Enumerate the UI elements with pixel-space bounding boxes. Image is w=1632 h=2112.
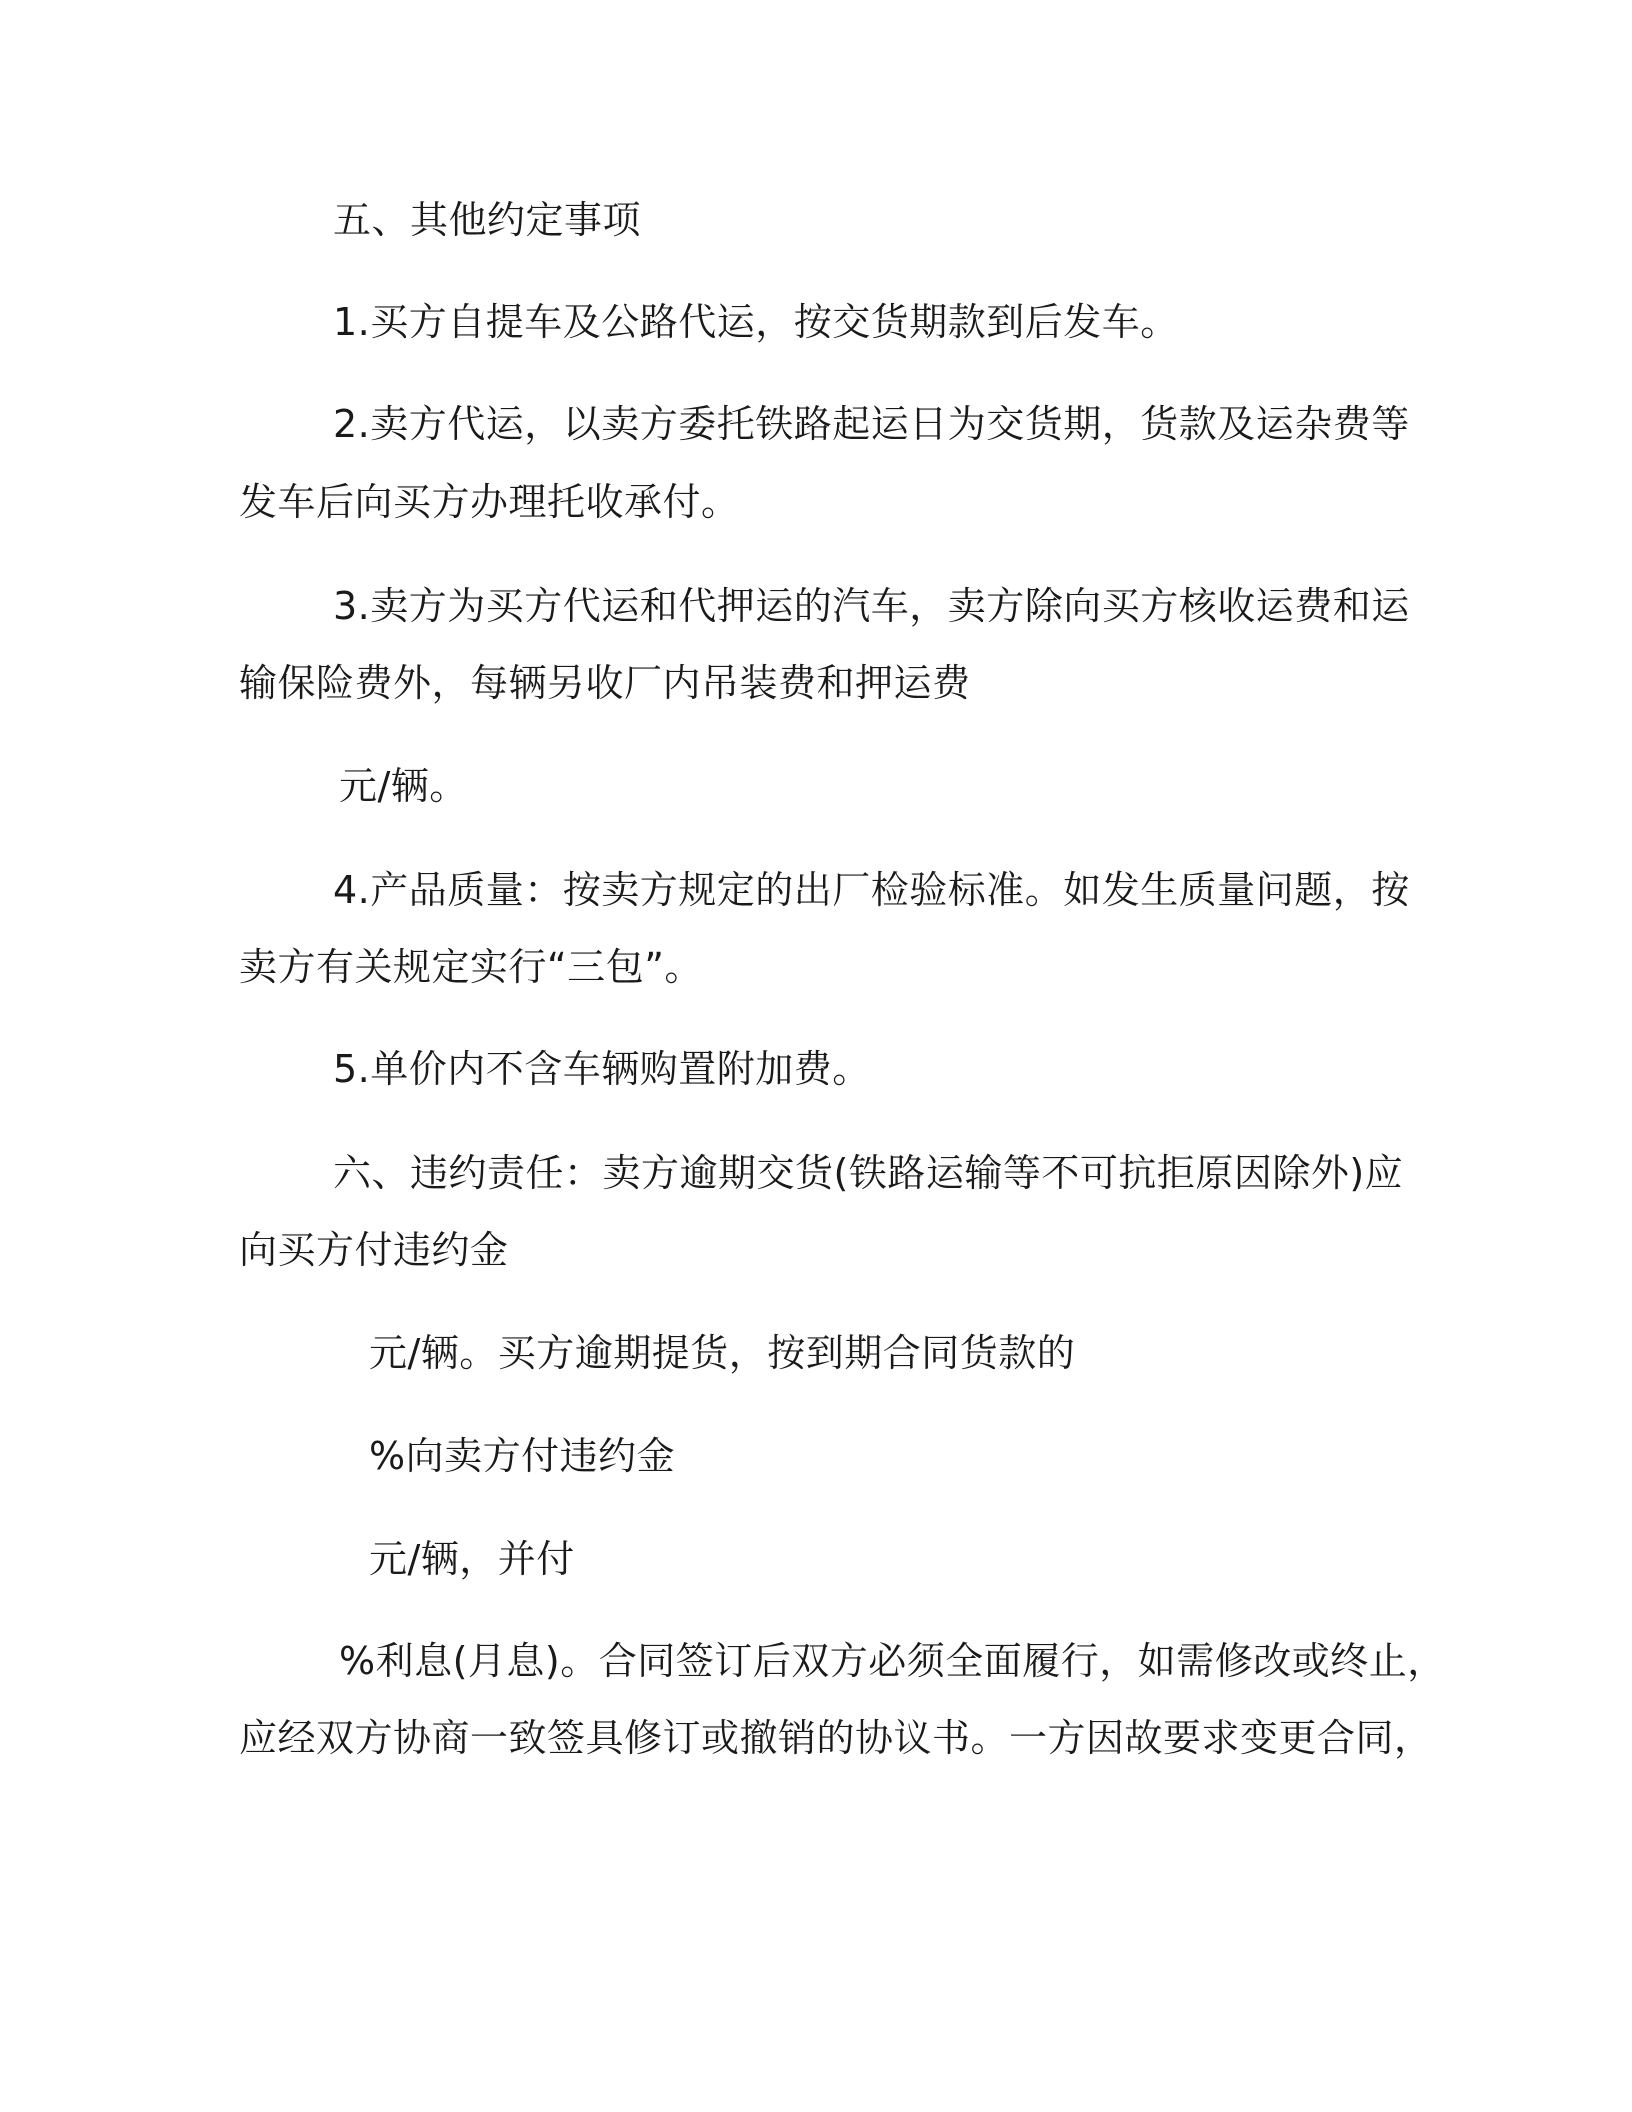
section-6-line-4: %向卖方付违约金	[369, 1434, 676, 1478]
item-4-line-1: 4.产品质量：按卖方规定的出厂检验标准。如发生质量问题，按	[333, 868, 1410, 912]
section-6-line-1: 六、违约责任：卖方逾期交货(铁路运输等不可抗拒原因除外)应	[333, 1151, 1404, 1195]
item-3-line-1: 3.卖方为买方代运和代押运的汽车，卖方除向买方核收运费和运	[333, 584, 1410, 628]
section-6-line-2: 向买方付违约金	[239, 1228, 509, 1272]
item-3-line-3: 元/辆。	[339, 764, 468, 808]
item-5: 5.单价内不含车辆购置附加费。	[333, 1047, 871, 1091]
section-6-line-3: 元/辆。买方逾期提货，按到期合同货款的	[369, 1331, 1076, 1375]
section-5-heading: 五、其他约定事项	[333, 198, 642, 242]
section-6-line-7: 应经双方协商一致签具修订或撤销的协议书。一方因故要求变更合同，	[239, 1716, 1433, 1760]
item-2-line-1: 2.卖方代运，以卖方委托铁路起运日为交货期，货款及运杂费等	[333, 402, 1410, 446]
item-1: 1.买方自提车及公路代运，按交货期款到后发车。	[333, 300, 1179, 344]
item-4-line-2: 卖方有关规定实行“三包”。	[239, 945, 703, 989]
section-6-line-6: %利息(月息)。合同签订后双方必须全面履行，如需修改或终止，	[339, 1639, 1446, 1683]
section-6-line-5: 元/辆，并付	[369, 1537, 575, 1581]
item-3-line-2: 输保险费外，每辆另收厂内吊装费和押运费	[239, 661, 971, 705]
item-2-line-2: 发车后向买方办理托收承付。	[239, 480, 740, 524]
